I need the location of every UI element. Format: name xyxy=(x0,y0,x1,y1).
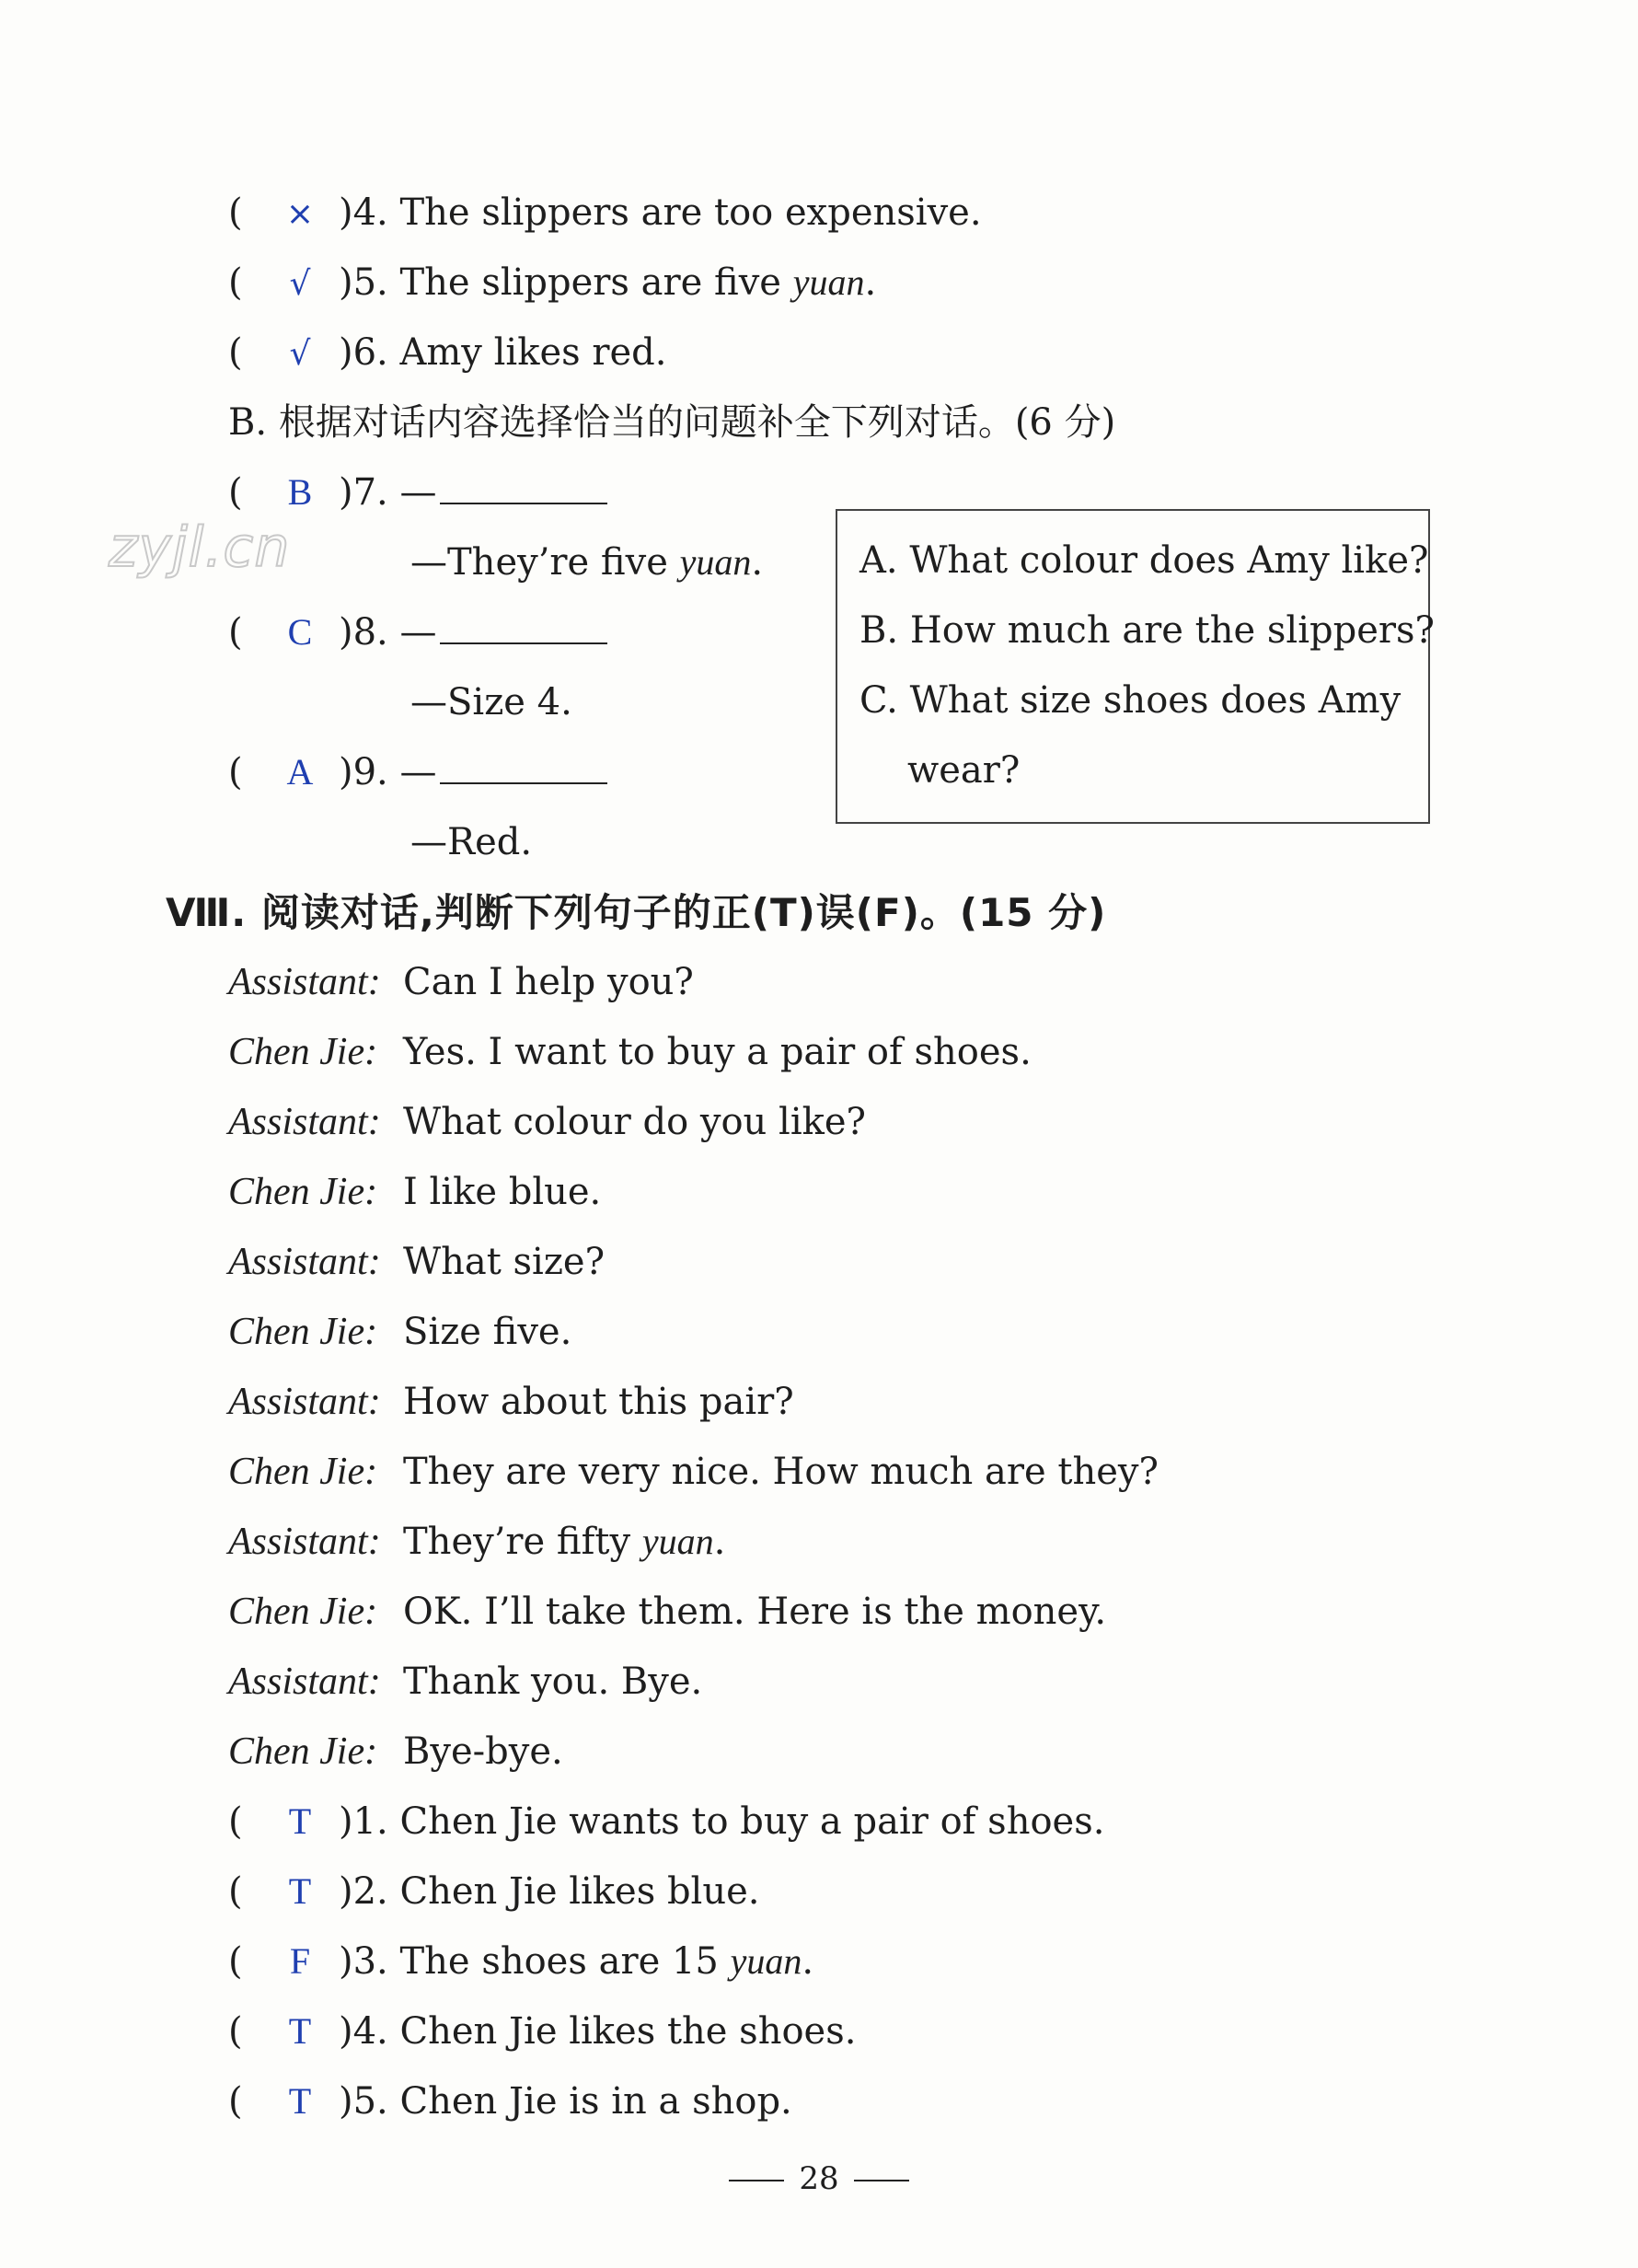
speech: Yes. I want to buy a pair of shoes. xyxy=(403,1031,1032,1073)
item-text: )2. Chen Jie likes blue. xyxy=(339,1870,760,1913)
dialogue-line: Assistant: They’re fifty yuan. xyxy=(228,1516,725,1568)
answer-letter: T xyxy=(288,2010,312,2052)
answer-blank xyxy=(440,749,607,784)
speech: Thank you. Bye. xyxy=(403,1660,703,1703)
dialogue-line xyxy=(228,1586,1106,1637)
option-b: B. How much are the slippers? xyxy=(859,609,1435,652)
page-number xyxy=(0,2157,1638,2201)
answer-letter: C xyxy=(287,611,313,653)
speaker: Chen Jie: xyxy=(228,1730,378,1773)
speaker: Chen Jie: xyxy=(228,1031,378,1073)
dialogue-line xyxy=(228,956,694,1008)
dialogue-line xyxy=(228,1166,601,1218)
true-false-item-5: ( √ )5. The slippers are five yuan. xyxy=(228,257,876,308)
speaker: Chen Jie: xyxy=(228,1591,378,1633)
tf-item-5: ( T )5. Chen Jie is in a shop. xyxy=(228,2076,792,2127)
speaker: Assistant: xyxy=(228,1660,381,1703)
answer-blank xyxy=(440,609,607,644)
answer-letter: F xyxy=(289,1940,311,1982)
speech: They are very nice. How much are they? xyxy=(403,1451,1159,1493)
answer-blank xyxy=(440,469,607,504)
dialogue-line xyxy=(228,1096,866,1148)
dash-right xyxy=(854,2180,909,2181)
speech-italic: yuan xyxy=(641,1521,714,1562)
answer-letter: B xyxy=(287,471,313,513)
answer-letter: A xyxy=(286,751,314,793)
speech: I like blue. xyxy=(403,1171,602,1213)
item-text: )5. Chen Jie is in a shop. xyxy=(339,2080,792,2123)
dialogue-line xyxy=(228,1446,1159,1498)
options-box xyxy=(836,509,1435,824)
dialogue-reply-8: —Size 4. xyxy=(410,681,572,723)
dialogue-line xyxy=(228,1376,794,1428)
answer-letter: T xyxy=(288,1800,312,1842)
item-text-italic: yuan xyxy=(730,1940,802,1982)
speaker: Chen Jie: xyxy=(228,1171,378,1213)
speech: They’re fifty xyxy=(403,1521,642,1563)
item-text: )3. The shoes are 15 xyxy=(339,1940,731,1983)
item-label: )9. — xyxy=(339,751,437,793)
dash-left xyxy=(729,2180,784,2181)
item-text-italic: yuan xyxy=(792,261,865,303)
answer-letter: T xyxy=(288,2080,312,2122)
speaker: Chen Jie: xyxy=(228,1451,378,1493)
true-false-item-4: ( × )4. The slippers are too expensive. xyxy=(228,187,982,238)
item-text: )1. Chen Jie wants to buy a pair of shoes. xyxy=(339,1800,1105,1843)
dialogue-line xyxy=(228,1236,605,1288)
speaker: Chen Jie: xyxy=(228,1311,378,1353)
dialogue-line xyxy=(228,1026,1032,1078)
speaker: Assistant: xyxy=(228,961,381,1003)
item-text: )4. Chen Jie likes the shoes. xyxy=(339,2010,857,2053)
answer-mark: √ xyxy=(289,335,311,373)
tf-item-1: ( T )1. Chen Jie wants to buy a pair of shoes. xyxy=(228,1796,1104,1847)
item-text: )4. The slippers are too expensive. xyxy=(339,191,982,234)
item-label: )8. — xyxy=(339,611,437,654)
section-8-title: Ⅷ. 阅读对话,判断下列句子的正(T)误(F)。(15 分) xyxy=(166,890,1107,935)
option-c-continued: wear? xyxy=(907,749,1021,792)
dialogue-item-9: ( A )9. — xyxy=(228,746,607,798)
item-text: )5. The slippers are five xyxy=(339,261,793,304)
answer-letter: T xyxy=(288,1870,312,1912)
tf-item-3: ( F )3. The shoes are 15 yuan. xyxy=(228,1936,813,1987)
dialogue-line xyxy=(228,1656,702,1707)
speech: Can I help you? xyxy=(403,961,694,1003)
item-text: )6. Amy likes red. xyxy=(339,331,667,374)
tf-item-4: ( T )4. Chen Jie likes the shoes. xyxy=(228,2006,856,2057)
answer-mark: × xyxy=(285,195,315,233)
speech: Bye-bye. xyxy=(403,1730,563,1773)
item-label: )7. — xyxy=(339,471,437,514)
dialogue-item-7: ( B )7. — xyxy=(228,467,607,518)
speaker: Assistant: xyxy=(228,1241,381,1283)
speech: Size five. xyxy=(403,1311,572,1353)
part-b-heading: B. 根据对话内容选择恰当的问题补全下列对话。(6 分) xyxy=(228,401,1116,444)
speech: What size? xyxy=(403,1241,606,1283)
dialogue-line xyxy=(228,1726,563,1777)
speech: What colour do you like? xyxy=(403,1101,866,1143)
speech: OK. I’ll take them. Here is the money. xyxy=(403,1591,1107,1633)
tf-item-2: ( T )2. Chen Jie likes blue. xyxy=(228,1866,760,1917)
dialogue-line xyxy=(228,1306,571,1358)
dialogue-reply-7: —They’re five yuan. xyxy=(410,541,764,584)
speaker: Assistant: xyxy=(228,1101,381,1143)
option-c: C. What size shoes does Amy xyxy=(859,679,1402,722)
speaker: Assistant: xyxy=(228,1381,381,1423)
speaker: Assistant: xyxy=(228,1521,381,1563)
dialogue-reply-9: —Red. xyxy=(410,821,533,863)
option-a: A. What colour does Amy like? xyxy=(859,539,1429,582)
watermark: zyjl.cn xyxy=(109,515,291,580)
speech: How about this pair? xyxy=(403,1381,794,1423)
true-false-item-6: ( √ )6. Amy likes red. xyxy=(228,327,666,378)
dialogue-item-8: ( C )8. — xyxy=(228,607,607,658)
page-number-text: 28 xyxy=(799,2160,839,2197)
answer-mark: √ xyxy=(289,265,311,303)
